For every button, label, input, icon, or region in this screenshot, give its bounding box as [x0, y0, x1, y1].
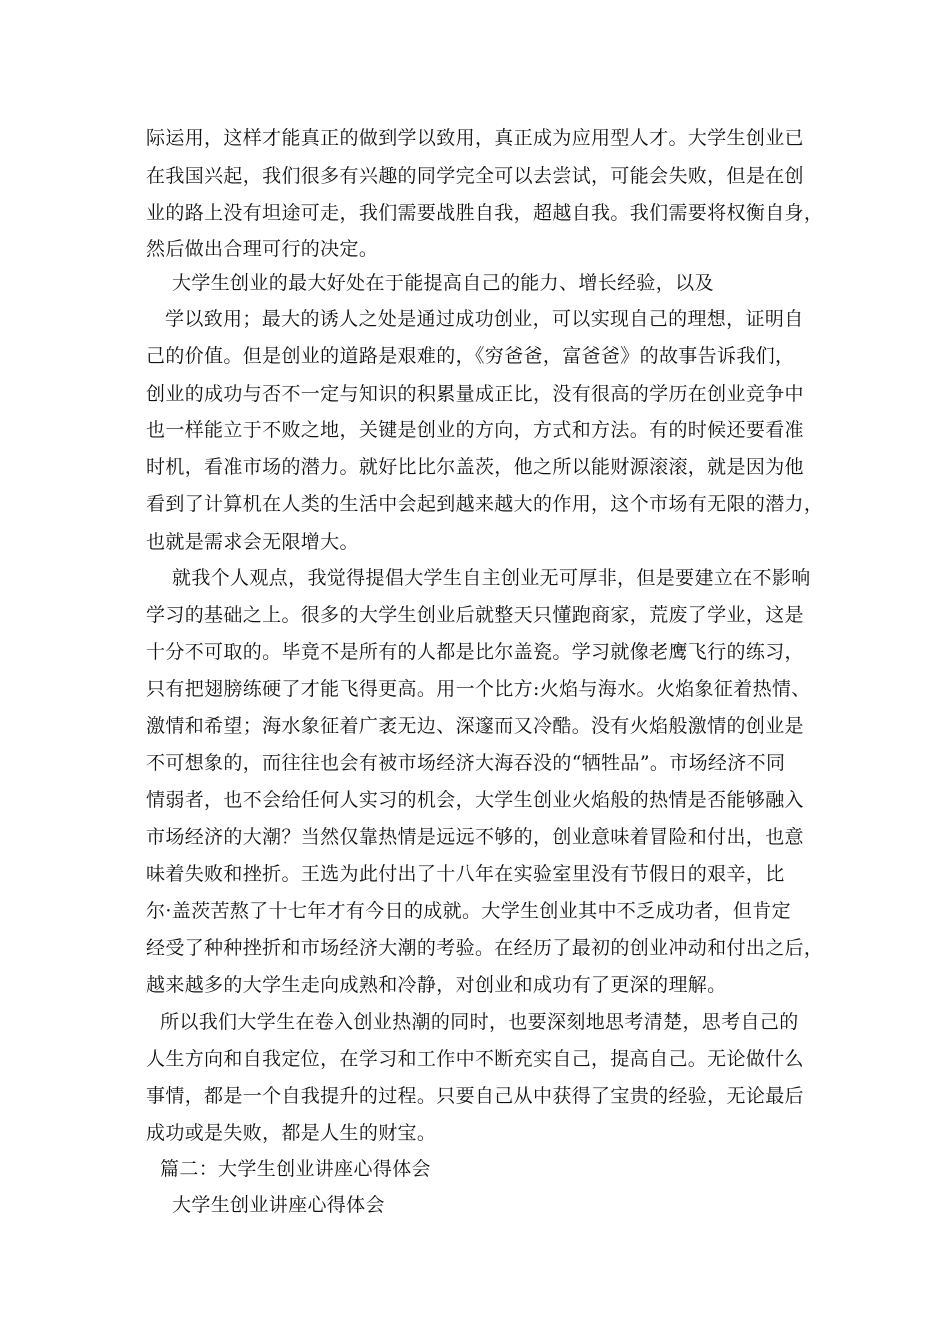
text-line: 在我国兴起，我们很多有兴趣的同学完全可以去尝试，可能会失败，但是在创	[146, 165, 804, 187]
text-line: 业的路上没有坦途可走，我们需要战胜自我，超越自我。我们需要将权衡自身，	[146, 202, 824, 224]
section-heading: 篇二：大学生创业讲座心得体会	[160, 1158, 431, 1180]
text-line: 事情，都是一个自我提升的过程。只要自己从中获得了宝贵的经验，无论最后	[146, 1085, 804, 1107]
text-line: 时机，看准市场的潜力。就好比比尔盖茨，他之所以能财源滚滚，就是因为他	[146, 456, 804, 478]
text-line: 尔·盖茨苦熬了十七年才有今日的成就。大学生创业其中不乏成功者，但肯定	[146, 900, 791, 922]
text-line: 学以致用；最大的诱人之处是通过成功创业，可以实现自己的理想，证明自	[165, 308, 804, 330]
text-line: 情弱者，也不会给任何人实习的机会，大学生创业火焰般的热情是否能够融入	[146, 789, 804, 811]
text-line: 大学生创业的最大好处在于能提高自己的能力、增长经验，以及	[172, 272, 714, 294]
text-line: 成功或是失败，都是人生的财宝。	[146, 1122, 437, 1144]
text-line: 也就是需求会无限增大。	[146, 531, 359, 553]
text-line: 只有把翅膀练硬了才能飞得更高。用一个比方:火焰与海水。火焰象征着热情、	[146, 678, 811, 700]
text-line: 学习的基础之上。很多的大学生创业后就整天只懂跑商家，荒废了学业，这是	[146, 604, 804, 626]
text-line: 不可想象的，而往往也会有被市场经济大海吞没的“牺牲品”。市场经济不同	[146, 752, 786, 774]
text-line: 市场经济的大潮？当然仅靠热情是远远不够的，创业意味着冒险和付出，也意	[146, 826, 804, 848]
text-line: 味着失败和挫折。王选为此付出了十八年在实验室里没有节假日的艰辛，比	[146, 863, 785, 885]
section-subheading: 大学生创业讲座心得体会	[172, 1194, 385, 1216]
text-line: 所以我们大学生在卷入创业热潮的同时，也要深刻地思考清楚，思考自己的	[160, 1011, 799, 1033]
text-line: 看到了计算机在人类的生活中会起到越来越大的作用，这个市场有无限的潜力，	[146, 493, 824, 515]
text-line: 越来越多的大学生走向成熟和冷静，对创业和成功有了更深的理解。	[146, 974, 727, 996]
text-line: 经受了种种挫折和市场经济大潮的考验。在经历了最初的创业冲动和付出之后，	[146, 937, 824, 959]
text-line: 人生方向和自我定位，在学习和工作中不断充实自己，提高自己。无论做什么	[146, 1048, 804, 1070]
text-line: 十分不可取的。毕竟不是所有的人都是比尔盖瓷。学习就像老鹰飞行的练习，	[146, 641, 804, 663]
text-line: 也一样能立于不败之地，关键是创业的方向，方式和方法。有的时候还要看准	[146, 419, 804, 441]
text-line: 创业的成功与否不一定与知识的积累量成正比，没有很高的学历在创业竞争中	[146, 383, 804, 405]
text-line: 际运用，这样才能真正的做到学以致用，真正成为应用型人才。大学生创业已	[146, 127, 804, 149]
text-line: 就我个人观点，我觉得提倡大学生自主创业无可厚非，但是要建立在不影响	[172, 567, 811, 589]
text-line: 然后做出合理可行的决定。	[146, 238, 379, 260]
text-line: 激情和希望；海水象征着广袤无边、深邃而又冷酷。没有火焰般激情的创业是	[146, 715, 804, 737]
text-line: 己的价值。但是创业的道路是艰难的，《穷爸爸，富爸爸》的故事告诉我们，	[146, 345, 795, 367]
